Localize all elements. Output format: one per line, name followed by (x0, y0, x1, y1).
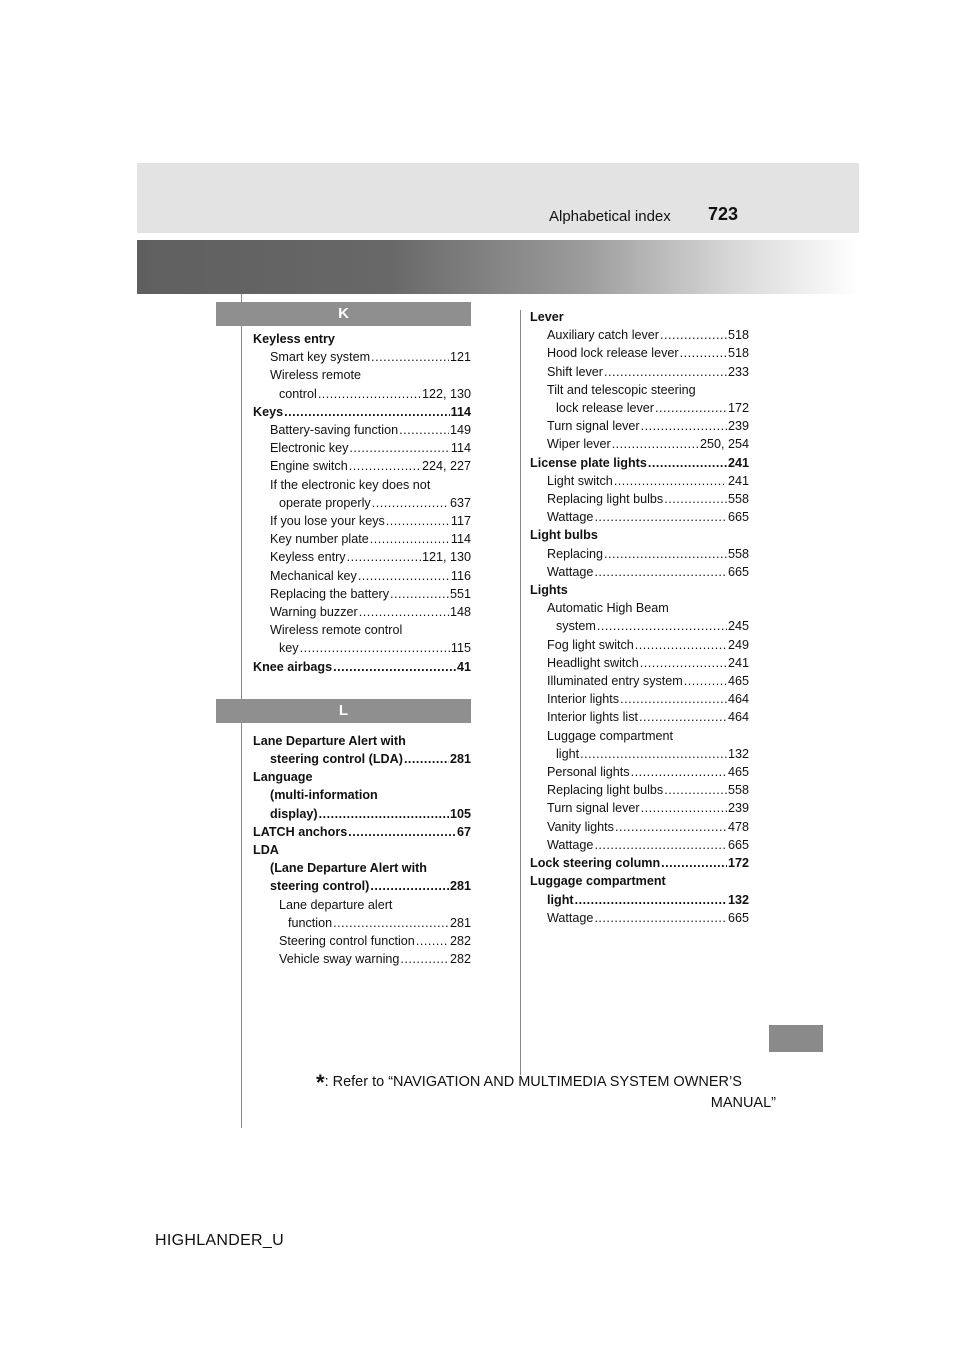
index-entry (530, 654, 749, 672)
dot-leader (612, 435, 699, 453)
entry-text: Key number plate (270, 532, 369, 547)
entry-page-number: 114 (450, 404, 471, 419)
index-entry (530, 417, 749, 435)
index-entry (530, 891, 749, 909)
entry-page-number: 117 (450, 514, 471, 529)
entry-text: Wattage (547, 837, 594, 852)
entry-page-number: 478 (727, 819, 749, 834)
entry-text: Keys (253, 404, 284, 419)
entry-page-number: 114 (450, 441, 471, 456)
index-entry (253, 439, 471, 457)
entry-page-number: 105 (449, 806, 471, 821)
dot-leader (664, 490, 727, 508)
entry-page-number: 132 (727, 746, 749, 761)
entry-page-number: 115 (450, 641, 471, 656)
entry-text: Knee airbags (253, 659, 333, 674)
entry-page-number: 121 (449, 350, 471, 365)
entry-page-number: 464 (727, 710, 749, 725)
entry-text: Smart key system (270, 350, 371, 365)
index-entry (530, 818, 749, 836)
index-entry (530, 599, 749, 617)
index-entry (530, 308, 749, 326)
entry-text: (multi-information (270, 788, 378, 803)
entry-page-number: 518 (727, 328, 749, 343)
dot-leader (318, 385, 421, 403)
entry-page-number: 558 (727, 492, 749, 507)
index-entry (253, 530, 471, 548)
chapter-tab (769, 1025, 823, 1052)
entry-text: Wiper lever (547, 437, 611, 452)
index-column-left (253, 330, 471, 969)
dot-leader (664, 781, 727, 799)
entry-page-number: 233 (727, 364, 749, 379)
entry-text: Keyless entry (270, 550, 346, 565)
index-column-right (530, 308, 749, 927)
k-entry-list (253, 330, 471, 676)
index-entry (253, 658, 471, 676)
entry-page-number: 637 (449, 495, 471, 510)
entry-page-number: 41 (456, 659, 471, 674)
index-entry (253, 732, 471, 750)
entry-text: function (288, 915, 333, 930)
dot-leader (661, 854, 727, 872)
dot-leader (359, 603, 449, 621)
entry-text: Tilt and telescopic steering (547, 382, 696, 397)
entry-text: LATCH anchors (253, 824, 348, 839)
entry-text: Lights (530, 583, 568, 598)
dot-leader (594, 909, 727, 927)
dot-leader (594, 563, 727, 581)
entry-text: Steering control function (279, 934, 415, 949)
index-entry (530, 344, 749, 362)
index-entry (530, 545, 749, 563)
entry-page-number: 464 (727, 692, 749, 707)
entry-text: Light bulbs (530, 528, 598, 543)
entry-page-number: 465 (727, 765, 749, 780)
dot-leader (604, 545, 727, 563)
dot-leader (640, 654, 727, 672)
index-entry (530, 508, 749, 526)
dot-leader (680, 344, 727, 362)
entry-page-number: 114 (450, 532, 471, 547)
entry-text: light (547, 892, 574, 907)
index-entry (530, 854, 749, 872)
footnote-star: * (316, 1070, 325, 1095)
dot-leader (370, 530, 450, 548)
index-entry (253, 639, 471, 657)
entry-text: operate properly (279, 495, 371, 510)
dot-leader (660, 326, 727, 344)
index-entry (253, 950, 471, 968)
entry-text: Replacing light bulbs (547, 492, 664, 507)
entry-text: Shift lever (547, 364, 603, 379)
dot-leader (641, 799, 727, 817)
dot-leader (284, 403, 450, 421)
entry-text: Replacing (547, 546, 604, 561)
index-entry (253, 877, 471, 895)
entry-page-number: 172 (727, 856, 749, 871)
index-entry (530, 836, 749, 854)
entry-text: key (279, 641, 299, 656)
index-entry (253, 932, 471, 950)
index-entry (253, 548, 471, 566)
dot-leader (319, 805, 449, 823)
right-entry-list (530, 308, 749, 927)
dot-leader (348, 823, 456, 841)
index-entry (253, 421, 471, 439)
dot-leader (371, 348, 449, 366)
entry-page-number: 551 (449, 586, 471, 601)
index-entry (530, 727, 749, 745)
entry-text: Fog light switch (547, 637, 634, 652)
index-entry (530, 435, 749, 453)
section-header-l: L (216, 699, 471, 723)
entry-text: Luggage compartment (530, 874, 666, 889)
index-entry (530, 781, 749, 799)
footnote-text: : Refer to “NAVIGATION AND MULTIMEDIA SYSTEM OWNER’S (324, 1074, 742, 1090)
entry-text: Automatic High Beam (547, 601, 669, 616)
index-entry (530, 563, 749, 581)
index-entry (253, 476, 471, 494)
entry-text: Lever (530, 310, 564, 324)
index-entry (530, 363, 749, 381)
entry-text: Replacing light bulbs (547, 783, 664, 798)
entry-text: Warning buzzer (270, 605, 358, 620)
entry-page-number: 249 (727, 637, 749, 652)
entry-page-number: 518 (727, 346, 749, 361)
dot-leader (358, 567, 450, 585)
entry-text: display) (270, 806, 318, 821)
entry-text: Illuminated entry system (547, 674, 683, 689)
entry-page-number: 282 (449, 952, 471, 967)
entry-text: Headlight switch (547, 655, 639, 670)
entry-text: control (279, 386, 317, 401)
entry-text: Engine switch (270, 459, 348, 474)
dot-leader (370, 877, 449, 895)
entry-text: Auxiliary catch lever (547, 328, 659, 343)
entry-text: Wireless remote control (270, 623, 403, 638)
entry-page-number: 245 (727, 619, 749, 634)
entry-page-number: 281 (449, 752, 471, 767)
entry-page-number: 665 (727, 910, 749, 925)
index-entry (253, 603, 471, 621)
index-entry (253, 841, 471, 859)
entry-text: If you lose your keys (270, 514, 385, 529)
entry-text: Wireless remote (270, 368, 361, 383)
entry-text: Replacing the battery (270, 586, 390, 601)
index-entry (253, 366, 471, 384)
entry-text: Wattage (547, 510, 594, 525)
index-entry (253, 348, 471, 366)
entry-text: Light switch (547, 473, 613, 488)
entry-page-number: 250, 254 (699, 437, 749, 452)
entry-page-number: 122, 130 (421, 386, 471, 401)
entry-text: steering control) (270, 879, 370, 894)
index-entry (530, 708, 749, 726)
dot-leader (580, 745, 727, 763)
dot-leader (655, 399, 727, 417)
entry-text: Mechanical key (270, 568, 357, 583)
entry-text: License plate lights (530, 455, 647, 470)
dot-leader (300, 639, 450, 657)
header-gradient-band (137, 240, 859, 294)
entry-page-number: 67 (456, 824, 471, 839)
footnote (316, 1072, 776, 1113)
document-code: HIGHLANDER_U (155, 1232, 284, 1249)
index-entry (253, 457, 471, 475)
entry-page-number: 239 (727, 419, 749, 434)
index-entry (253, 621, 471, 639)
dot-leader (333, 658, 456, 676)
entry-page-number: 558 (727, 783, 749, 798)
index-entry (253, 823, 471, 841)
index-entry (253, 567, 471, 585)
index-entry (530, 617, 749, 635)
dot-leader (399, 421, 449, 439)
entry-text: light (556, 746, 580, 761)
dot-leader (614, 472, 727, 490)
index-entry (253, 914, 471, 932)
index-entry (530, 872, 749, 890)
entry-text: Wattage (547, 910, 594, 925)
entry-page-number: 224, 227 (421, 459, 471, 474)
index-entry (530, 690, 749, 708)
page-number: 723 (708, 204, 739, 224)
dot-leader (648, 454, 727, 472)
entry-page-number: 149 (449, 423, 471, 438)
entry-page-number: 281 (449, 915, 471, 930)
entry-text: Lock steering column (530, 856, 661, 871)
section-gap (253, 676, 471, 732)
index-entry (253, 859, 471, 877)
index-entry (530, 526, 749, 544)
l-entry-list (253, 732, 471, 969)
index-entry (530, 672, 749, 690)
dot-leader (604, 363, 727, 381)
index-entry (530, 636, 749, 654)
entry-text: If the electronic key does not (270, 477, 431, 492)
index-entry (253, 805, 471, 823)
index-entry (253, 330, 471, 348)
index-entry (253, 585, 471, 603)
entry-text: Lane departure alert (279, 897, 393, 912)
entry-text: system (556, 619, 596, 634)
index-entry (253, 385, 471, 403)
entry-text: Hood lock release lever (547, 346, 679, 361)
entry-text: Keyless entry (253, 332, 335, 346)
footnote-line1 (316, 1072, 776, 1093)
dot-leader (639, 708, 727, 726)
index-entry (530, 763, 749, 781)
entry-text: Language (253, 770, 313, 785)
entry-text: Interior lights list (547, 710, 638, 725)
index-entry (530, 454, 749, 472)
entry-page-number: 148 (449, 605, 471, 620)
entry-text: LDA (253, 843, 279, 858)
dot-leader (684, 672, 727, 690)
entry-page-number: 282 (449, 934, 471, 949)
entry-page-number: 241 (727, 473, 749, 488)
entry-page-number: 465 (727, 674, 749, 689)
entry-page-number: 116 (450, 568, 471, 583)
entry-text: Interior lights (547, 692, 620, 707)
dot-leader (372, 494, 449, 512)
entry-text: Vehicle sway warning (279, 952, 400, 967)
entry-text: Wattage (547, 564, 594, 579)
index-entry (530, 490, 749, 508)
footnote-line2: MANUAL” (710, 1095, 776, 1111)
dot-leader (597, 617, 727, 635)
dot-leader (400, 950, 449, 968)
index-entry (530, 399, 749, 417)
index-entry (253, 750, 471, 768)
dot-leader (615, 818, 727, 836)
dot-leader (635, 636, 727, 654)
entry-text: Lane Departure Alert with (253, 733, 406, 748)
header-band (137, 163, 859, 233)
entry-page-number: 241 (727, 655, 749, 670)
index-entry (530, 581, 749, 599)
entry-text: Luggage compartment (547, 728, 674, 743)
dot-leader (575, 891, 727, 909)
entry-page-number: 281 (449, 879, 471, 894)
dot-leader (386, 512, 450, 530)
entry-text: (Lane Departure Alert with (270, 861, 427, 876)
index-entry (253, 494, 471, 512)
entry-page-number: 121, 130 (421, 550, 471, 565)
index-entry (253, 786, 471, 804)
index-entry (530, 745, 749, 763)
index-entry (253, 403, 471, 421)
dot-leader (404, 750, 449, 768)
entry-page-number: 665 (727, 564, 749, 579)
entry-text: lock release lever (556, 401, 654, 416)
index-entry (253, 768, 471, 786)
dot-leader (416, 932, 449, 950)
dot-leader (631, 763, 727, 781)
section-title: Alphabetical index (549, 208, 671, 225)
entry-text: Turn signal lever (547, 801, 640, 816)
dot-leader (349, 439, 450, 457)
entry-page-number: 239 (727, 801, 749, 816)
index-entry (530, 799, 749, 817)
entry-page-number: 665 (727, 510, 749, 525)
entry-text: steering control (LDA) (270, 752, 403, 767)
index-entry (530, 472, 749, 490)
column-divider-middle (520, 310, 521, 1075)
index-entry (253, 896, 471, 914)
dot-leader (594, 836, 727, 854)
entry-text: Electronic key (270, 441, 349, 456)
dot-leader (349, 457, 421, 475)
index-entry (253, 512, 471, 530)
dot-leader (594, 508, 727, 526)
entry-text: Personal lights (547, 765, 630, 780)
dot-leader (347, 548, 421, 566)
index-entry (530, 909, 749, 927)
entry-page-number: 241 (727, 455, 749, 470)
section-header-k: K (216, 302, 471, 326)
entry-text: Turn signal lever (547, 419, 640, 434)
entry-text: Vanity lights (547, 819, 614, 834)
dot-leader (390, 585, 449, 603)
entry-page-number: 558 (727, 546, 749, 561)
entry-page-number: 132 (727, 892, 749, 907)
dot-leader (641, 417, 727, 435)
entry-page-number: 665 (727, 837, 749, 852)
dot-leader (620, 690, 727, 708)
entry-text: Battery-saving function (270, 423, 399, 438)
entry-page-number: 172 (727, 401, 749, 416)
index-entry (530, 326, 749, 344)
dot-leader (333, 914, 449, 932)
index-entry (530, 381, 749, 399)
